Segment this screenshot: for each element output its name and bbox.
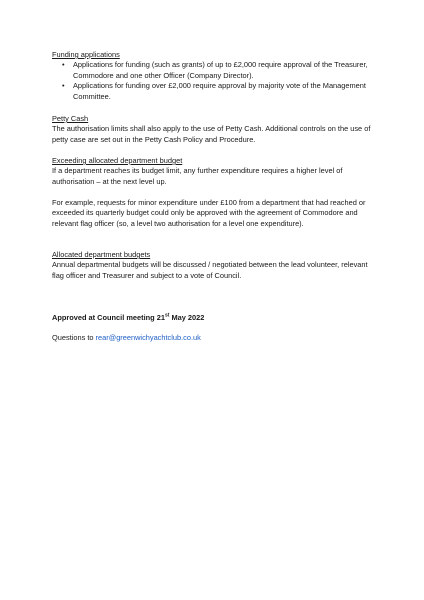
exceeding-para-1: If a department reaches its budget limit, any further expenditure requires a higher level of authorisation – at the next level up. <box>52 166 343 186</box>
approval-line <box>52 313 376 323</box>
email-link[interactable]: rear@greenwichyachtclub.co.uk <box>95 333 201 342</box>
funding-item-text: Applications for funding over £2,000 require approval by majority vote of the Management Committee. <box>73 81 366 101</box>
funding-item <box>52 81 376 102</box>
exceeding-para-2: For example, requests for minor expenditure under £100 from a department that had reached or exceeded its quarterly budget could only be approved with the agreement of Commodore and relevant flag officer (so, a level two authorisation for a level one expenditure). <box>52 198 366 228</box>
funding-item <box>52 60 376 81</box>
bullet-icon: • <box>62 81 65 91</box>
approval-ordinal: st <box>164 312 170 319</box>
funding-list <box>52 60 376 102</box>
allocated-section <box>52 250 376 281</box>
approval-rest: May 2022 <box>169 313 205 322</box>
allocated-heading: Allocated department budgets <box>52 250 151 259</box>
funding-section <box>52 50 376 102</box>
approval-prefix: Approved at Council meeting 21 <box>52 313 165 322</box>
questions-line <box>52 333 376 343</box>
allocated-text: Annual departmental budgets will be discussed / negotiated between the lead volunteer, relevant flag officer and Treasurer and subject to a vote of Council. <box>52 260 368 280</box>
petty-cash-text: The authorisation limits shall also apply to the use of Petty Cash. Additional controls on the use of petty case are set out in the Petty Cash Policy and Procedure. <box>52 124 371 144</box>
exceeding-section <box>52 156 376 187</box>
bullet-icon: • <box>62 60 65 70</box>
exceeding-example <box>52 198 376 229</box>
questions-label: Questions to <box>52 333 96 342</box>
petty-cash-heading: Petty Cash <box>52 114 89 123</box>
petty-cash-section <box>52 114 376 145</box>
exceeding-heading: Exceeding allocated department budget <box>52 156 183 165</box>
funding-heading: Funding applications <box>52 50 120 59</box>
funding-item-text: Applications for funding (such as grants) of up to £2,000 require approval of the Treasurer, Commodore and one other Officer (Company Director). <box>73 60 368 80</box>
